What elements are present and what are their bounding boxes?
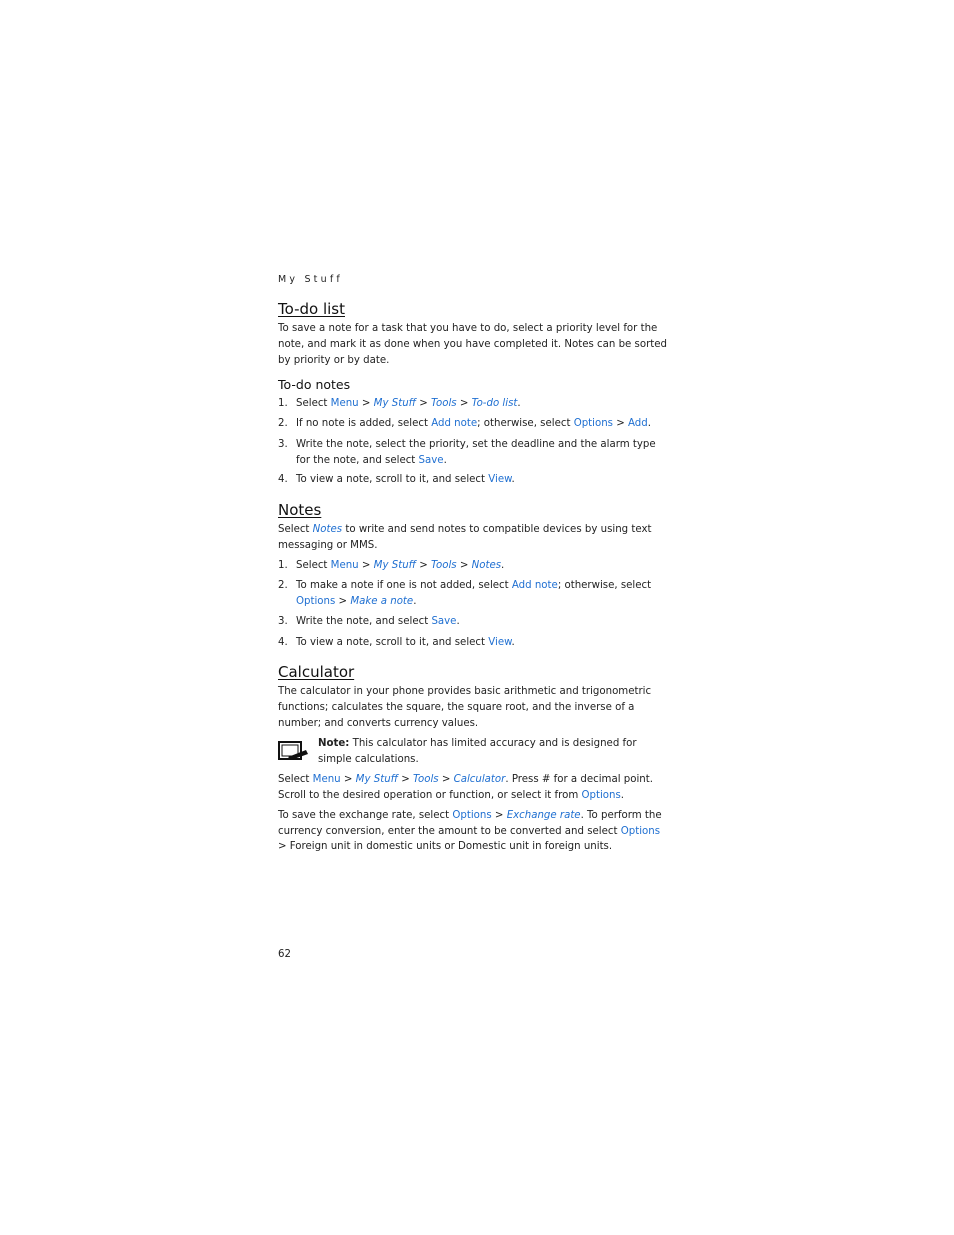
make-a-note-link[interactable]: Make a note — [350, 595, 414, 607]
todo-step-3: 3. Write the note, select the priority, set the deadline and the alarm type for the note, and select Save. — [278, 439, 656, 466]
menu-link[interactable]: Menu — [330, 560, 359, 571]
add-link[interactable]: Add — [628, 418, 648, 429]
calculator-title: Calculator — [278, 663, 355, 681]
todo-step-2: 2. If no note is added, select Add note; otherwise, select Options > Add. — [278, 418, 651, 429]
todo-notes-subtitle: To-do notes — [278, 377, 351, 392]
options-link[interactable]: Options — [573, 418, 613, 429]
notes-step-4: 4. To view a note, scroll to it, and select View. — [278, 637, 515, 648]
calculator-exchange: To save the exchange rate, select Options > Exchange rate. To perform the currency conversion, enter the amount to be converted and select Options > Foreign unit in domestic units or Domestic unit in foreign units. — [278, 810, 662, 852]
calculator-usage: Select Menu > My Stuff > Tools > Calculator. Press # for a decimal point. Scroll to the desired operation or function, or select it from Options. — [278, 774, 653, 801]
calculator-note: Note: This calculator has limited accuracy and is designed for simple calculations. — [318, 738, 637, 765]
tools-link[interactable]: Tools — [431, 560, 457, 571]
options-link[interactable]: Options — [452, 810, 492, 821]
tools-link[interactable]: Tools — [413, 774, 439, 785]
note-icon — [278, 740, 310, 762]
exchange-rate-link[interactable]: Exchange rate — [506, 810, 581, 821]
todo-list-link[interactable]: To-do list — [471, 398, 518, 409]
options-link[interactable]: Options — [620, 825, 661, 837]
notes-step-1: 1. Select Menu > My Stuff > Tools > Notes. — [278, 560, 505, 571]
my-stuff-link[interactable]: My Stuff — [373, 560, 416, 571]
notes-step-3: 3. Write the note, and select Save. — [278, 616, 460, 627]
options-link[interactable]: Options — [581, 789, 621, 801]
todo-title: To-do list — [278, 300, 345, 318]
save-link[interactable]: Save — [431, 616, 457, 627]
view-link[interactable]: View — [488, 637, 512, 648]
notes-intro: Select Notes to write and send notes to compatible devices by using text messaging or MMS. — [278, 524, 652, 551]
notes-step-2: 2. To make a note if one is not added, select Add note; otherwise, select Options > Make a note. — [278, 580, 652, 607]
page-number: 62 — [278, 949, 291, 960]
menu-link[interactable]: Menu — [312, 774, 341, 785]
todo-intro: To save a note for a task that you have to do, select a priority level for the note, and mark it as done when you have completed it. Notes can be sorted by priority or by date. — [278, 323, 668, 366]
notes-link[interactable]: Notes — [312, 524, 343, 535]
options-link[interactable]: Options — [296, 595, 336, 607]
todo-step-4: 4. To view a note, scroll to it, and select View. — [278, 474, 515, 485]
calculator-intro: The calculator in your phone provides basic arithmetic and trigonometric functions; calculates the square, the square root, and the inverse of a number; and converts currency values. — [278, 686, 652, 729]
add-note-link[interactable]: Add note — [511, 580, 558, 591]
my-stuff-link[interactable]: My Stuff — [373, 398, 416, 409]
view-link[interactable]: View — [488, 474, 512, 485]
todo-step-1: 1. Select Menu > My Stuff > Tools > To-do list. — [278, 398, 521, 409]
my-stuff-link[interactable]: My Stuff — [355, 774, 398, 785]
add-note-link[interactable]: Add note — [431, 418, 478, 429]
tools-link[interactable]: Tools — [431, 398, 457, 409]
save-link[interactable]: Save — [418, 454, 444, 466]
notes-title: Notes — [278, 501, 322, 519]
running-header: My Stuff — [278, 274, 343, 285]
menu-link[interactable]: Menu — [330, 398, 359, 409]
calculator-link[interactable]: Calculator — [453, 774, 506, 785]
notes-link[interactable]: Notes — [471, 560, 502, 571]
